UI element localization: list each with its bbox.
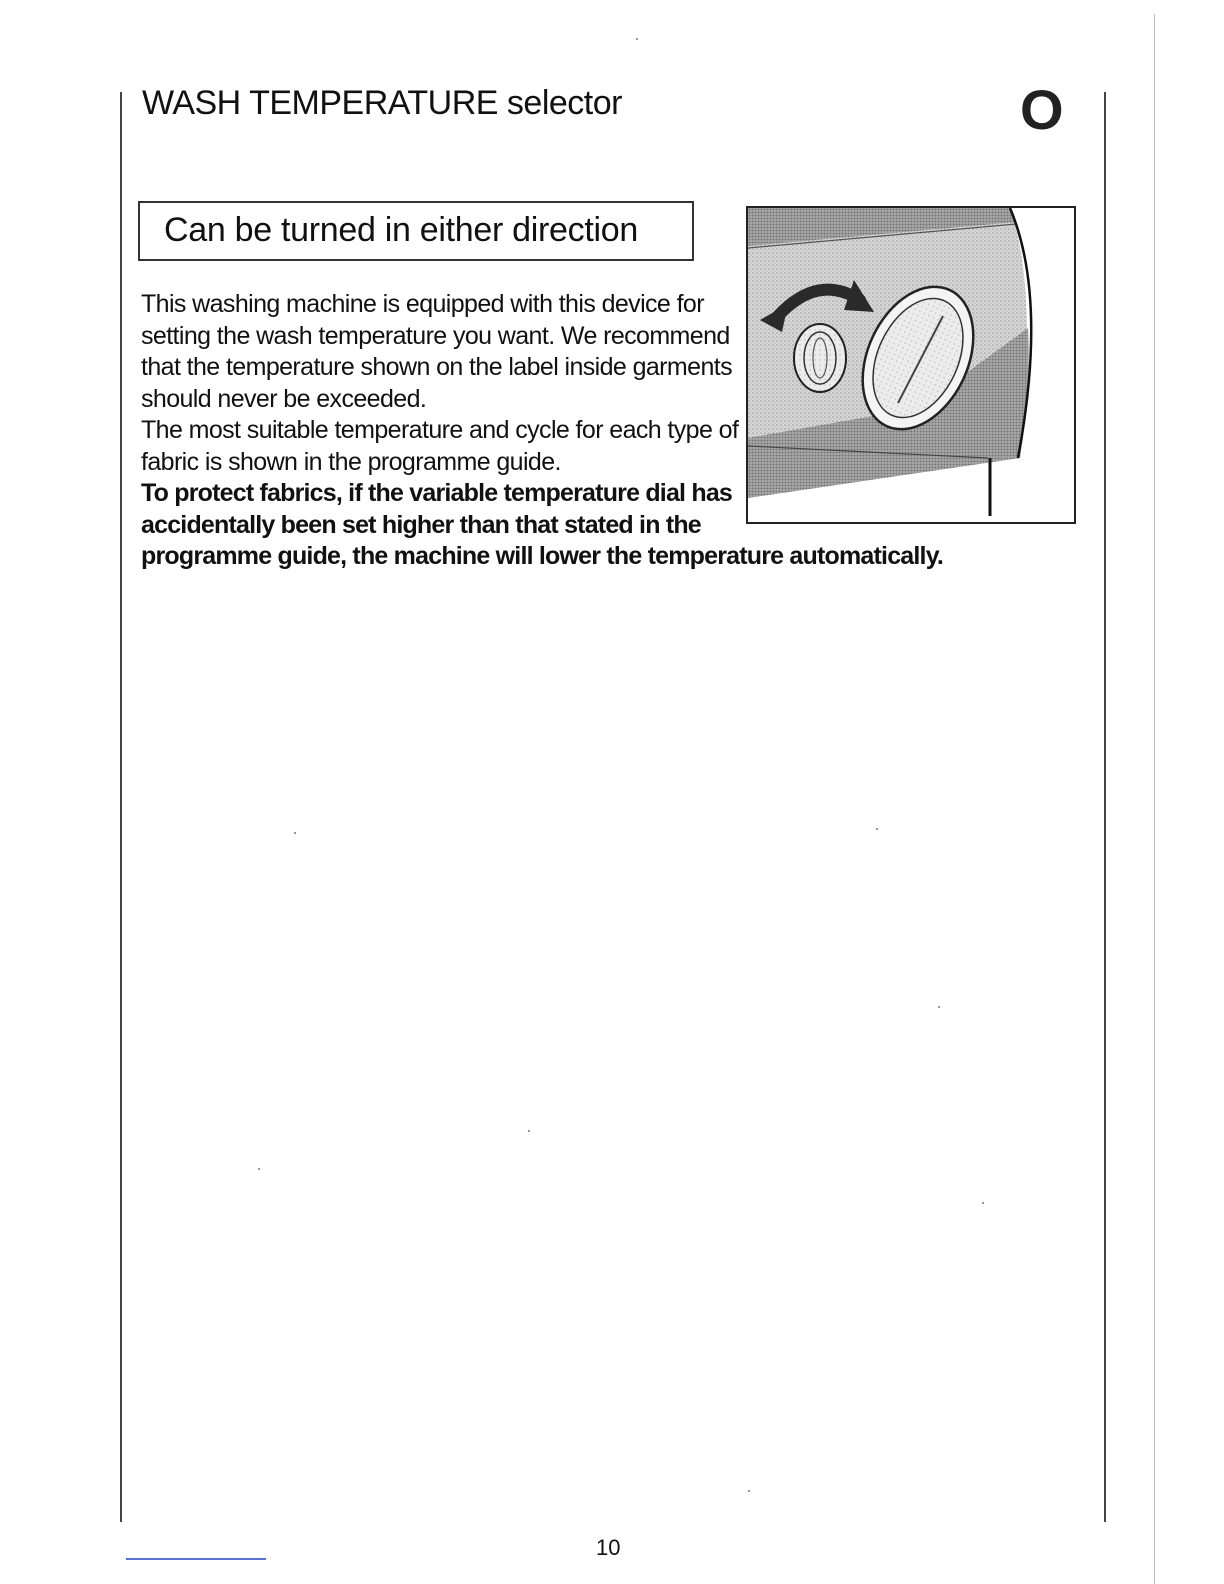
scan-speck: [938, 1006, 940, 1008]
body-line: The most suitable temperature and cycle for each type of: [141, 416, 739, 444]
body-line: that the temperature shown on the label inside garments: [141, 353, 732, 381]
scan-speck: [982, 1202, 984, 1204]
scan-speck: [258, 1168, 260, 1170]
footer-link-rule[interactable]: [126, 1558, 266, 1560]
scan-speck: [876, 828, 878, 830]
scan-speck: [528, 1130, 530, 1132]
body-line: setting the wash temperature you want. We recommend: [141, 321, 730, 350]
dial-illustration-svg: [748, 208, 1074, 522]
warning-line: accidentally been set higher than that stated in the: [141, 510, 701, 539]
scan-speck: [636, 38, 638, 40]
callout-box: [138, 201, 694, 261]
page-number: 10: [596, 1535, 621, 1560]
right-margin-rule: [1104, 92, 1106, 1522]
page-title-rest: selector: [497, 84, 622, 122]
page-title-caps: WASH TEMPERATURE: [142, 84, 498, 122]
body-line: fabric is shown in the programme guide.: [141, 447, 561, 476]
callout-text: Can be turned in either direction: [164, 211, 638, 249]
page-title: [142, 84, 622, 123]
warning-line: To protect fabrics, if the variable temperature dial has: [141, 479, 733, 507]
section-letter: O: [1020, 78, 1064, 141]
warning-line: programme guide, the machine will lower the temperature automatically.: [141, 542, 944, 570]
body-line: should never be exceeded.: [141, 384, 427, 413]
small-knob-icon: [794, 324, 846, 392]
left-margin-rule: [120, 92, 122, 1522]
page-edge-rule: [1154, 14, 1155, 1584]
dial-illustration: [746, 206, 1076, 524]
body-line: This washing machine is equipped with this device for: [141, 290, 704, 318]
scan-speck: [748, 1490, 750, 1492]
scan-speck: [294, 832, 296, 834]
